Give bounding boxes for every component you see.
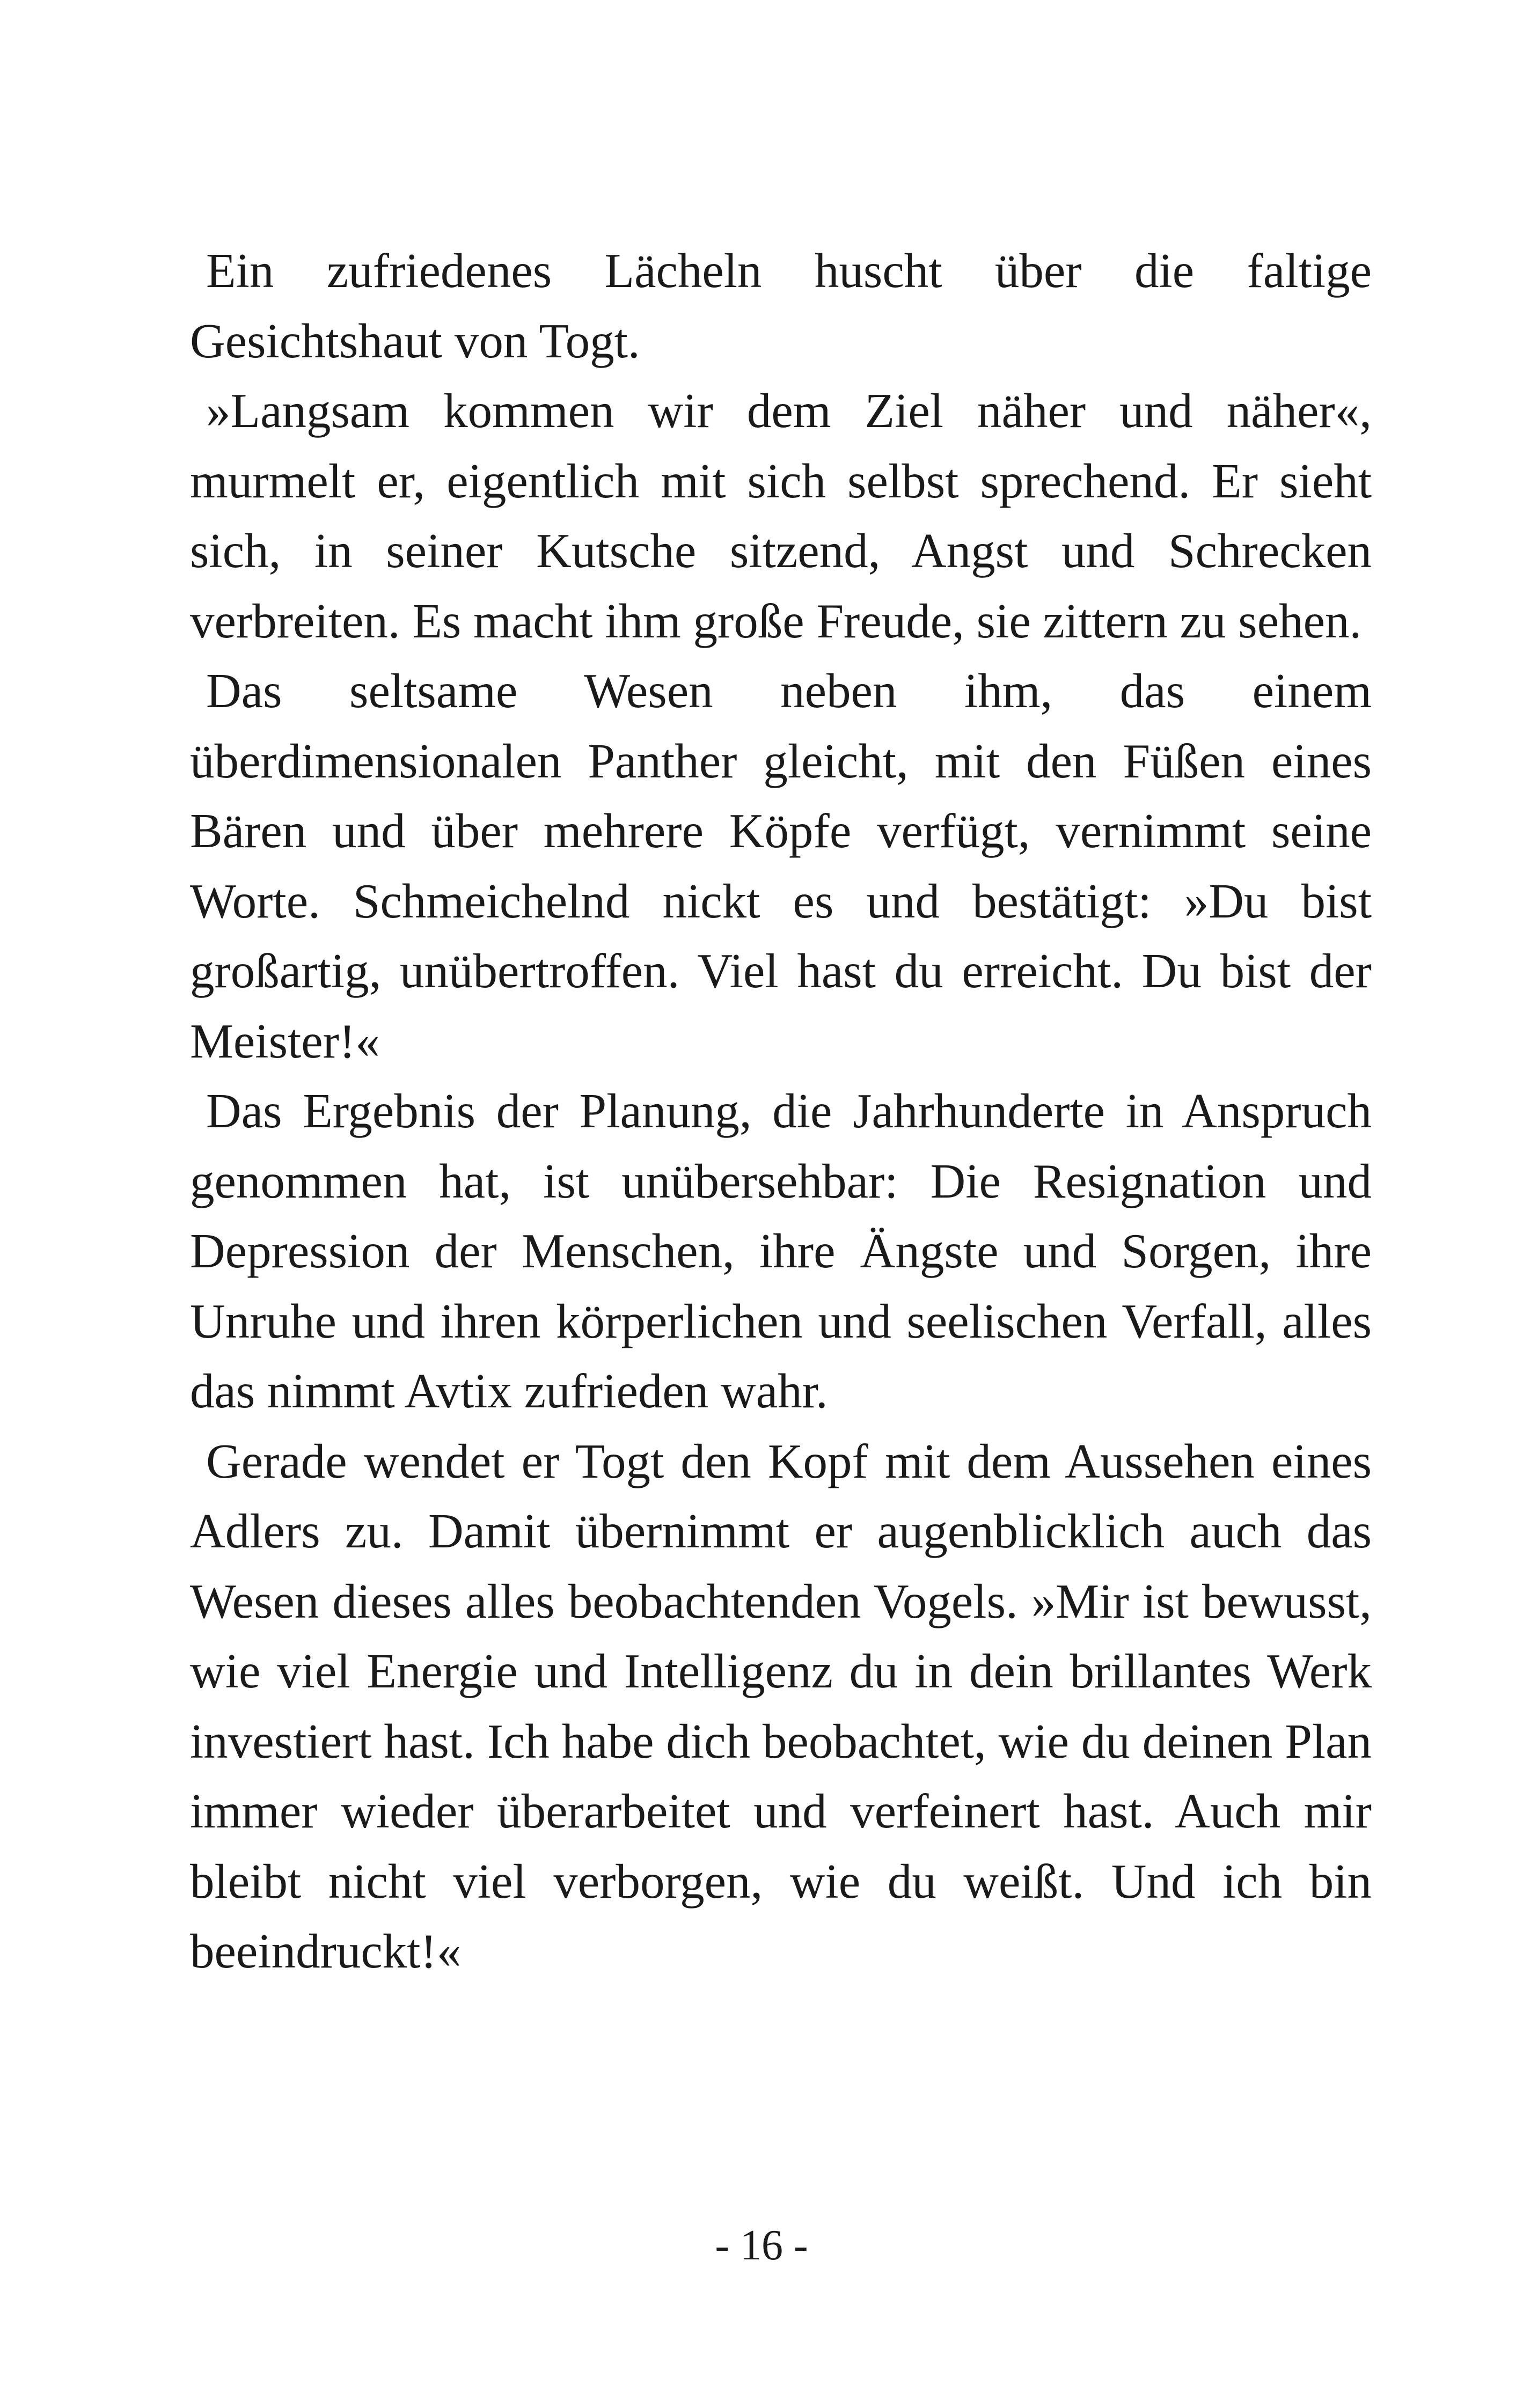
- paragraph-3: Das seltsame Wesen neben ihm, das einem überdimensionalen Panther gleicht, mit den Füßen eines Bären und über mehrere Köpfe verfügt, vernimmt seine Worte. Schmeichelnd nickt es und bestätigt: »Du bist großartig, unübertroffen. Viel hast du erreicht. Du bist der Meister!«: [190, 664, 1372, 1068]
- paragraph-1: Ein zufriedenes Lächeln huscht über die faltige Gesichtshaut von Togt.: [190, 244, 1372, 368]
- paragraph-4: Das Ergebnis der Planung, die Jahrhunderte in Anspruch genommen hat, ist unübersehbar: Die Resignation und Depression der Menschen, ihre Ängste und Sorgen, ihre Unruhe und ihren körperlichen und seelischen Verfall, alles das nimmt Avtix zufrieden wahr.: [190, 1084, 1372, 1418]
- page-number: - 16 -: [715, 2222, 808, 2269]
- paragraph-2: »Langsam kommen wir dem Ziel näher und näher«, murmelt er, eigentlich mit sich selbst sprechend. Er sieht sich, in seiner Kutsche sitzend, Angst und Schrecken verbreiten. Es macht ihm große Freude, sie zittern zu sehen.: [190, 384, 1372, 648]
- body-text: [190, 236, 1372, 1987]
- paragraph-5: Gerade wendet er Togt den Kopf mit dem Aussehen eines Adlers zu. Damit übernimmt er augenblicklich auch das Wesen dieses alles beobachtenden Vogels. »Mir ist bewusst, wie viel Energie und Intelligenz du in dein brillantes Werk investiert hast. Ich habe dich beobachtet, wie du deinen Plan immer wieder überarbeitet und verfeinert hast. Auch mir bleibt nicht viel verborgen, wie du weißt. Und ich bin beeindruckt!«: [190, 1434, 1372, 1978]
